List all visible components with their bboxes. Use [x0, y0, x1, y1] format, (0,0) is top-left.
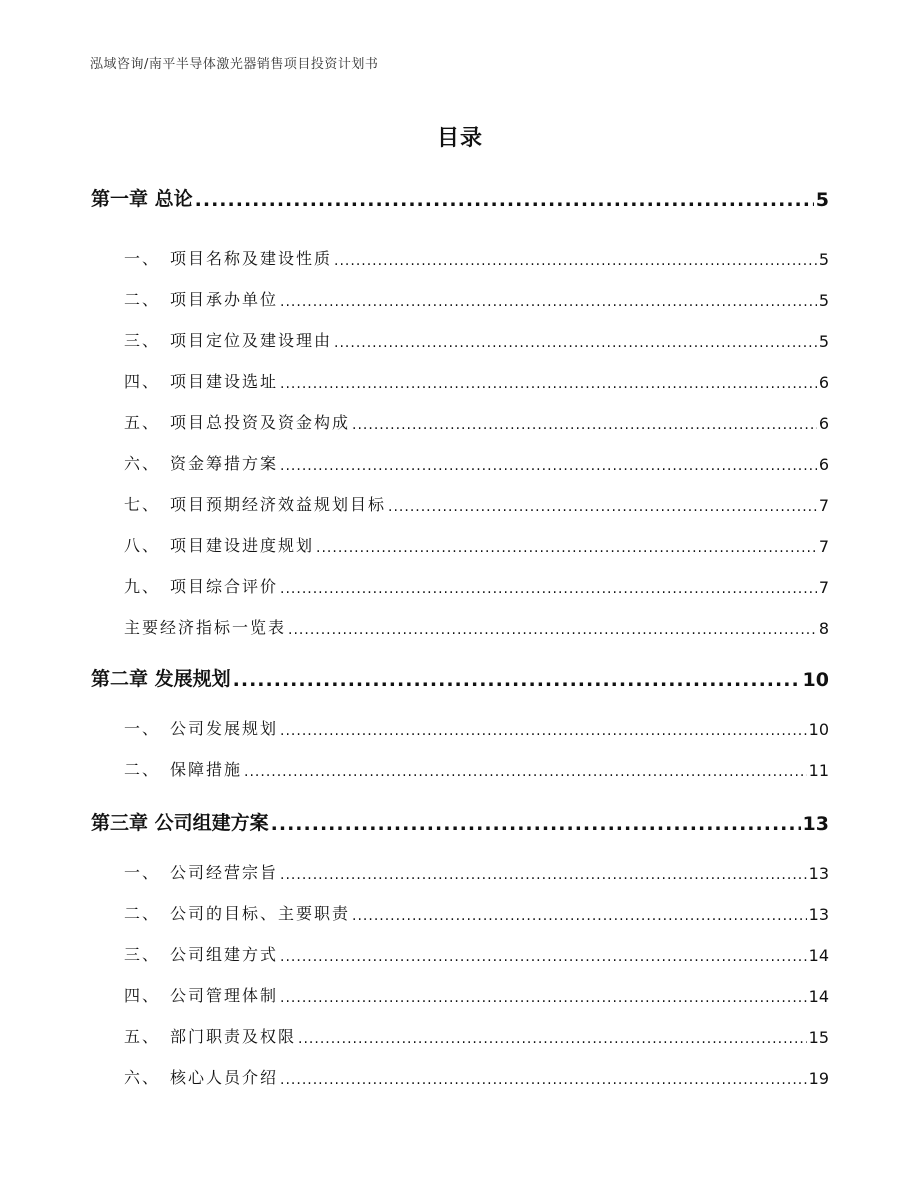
toc-section-entry[interactable]	[124, 369, 829, 392]
toc-section-entry[interactable]	[124, 533, 829, 556]
toc-leader-dots	[352, 417, 817, 433]
toc-leader-dots	[334, 253, 817, 269]
toc-page-number: 5	[818, 250, 829, 269]
toc-title: 目录	[436, 126, 483, 151]
toc-section-entry[interactable]	[124, 983, 829, 1006]
toc-section-entry[interactable]	[124, 492, 829, 515]
toc-leader-dots	[334, 335, 817, 351]
toc-chapter-label: 第三章 公司组建方案	[91, 812, 269, 834]
toc-leader-dots	[280, 376, 817, 392]
toc-section-entry[interactable]	[124, 1065, 829, 1088]
toc-page-number: 7	[818, 578, 829, 597]
toc-leader-dots	[280, 949, 807, 965]
toc-section-entry[interactable]	[124, 757, 829, 780]
toc-section-entry[interactable]	[124, 328, 829, 351]
toc-section-entry[interactable]	[124, 615, 829, 638]
toc-leader-dots	[244, 764, 807, 780]
toc-page-number: 11	[808, 761, 829, 780]
toc-page-number: 5	[818, 332, 829, 351]
toc-page-number: 6	[818, 373, 829, 392]
toc-section-entry[interactable]	[124, 410, 829, 433]
toc-leader-dots	[280, 294, 817, 310]
toc-leader-dots	[280, 581, 817, 597]
toc-leader-dots	[288, 622, 817, 638]
toc-section-label: 四、 公司管理体制	[124, 986, 279, 1005]
toc-section-entry[interactable]	[124, 1024, 829, 1047]
toc-section-entry[interactable]	[124, 287, 829, 310]
toc-section-label: 一、 公司发展规划	[124, 719, 279, 738]
toc-leader-dots	[352, 908, 807, 924]
toc-page-number: 7	[818, 496, 829, 515]
toc-leader-dots	[280, 723, 807, 739]
toc-leader-dots	[280, 867, 807, 883]
toc-page-number: 13	[802, 813, 829, 835]
toc-page-number: 8	[818, 619, 829, 638]
toc-section-entry[interactable]	[124, 451, 829, 474]
toc-leader-dots	[388, 499, 817, 515]
toc-page-number: 7	[818, 537, 829, 556]
toc-section-label: 四、 项目建设选址	[124, 372, 279, 391]
toc-chapter-entry[interactable]	[91, 664, 829, 691]
toc-section-entry[interactable]	[124, 860, 829, 883]
toc-leader-dots	[271, 816, 801, 835]
toc-leader-dots	[280, 1072, 807, 1088]
toc-leader-dots	[233, 672, 801, 691]
toc-section-entry[interactable]	[124, 901, 829, 924]
toc-section-label: 一、 公司经营宗旨	[124, 863, 279, 882]
toc-chapter-entry[interactable]	[91, 184, 829, 211]
toc-section-label: 七、 项目预期经济效益规划目标	[124, 495, 387, 514]
toc-page-number: 5	[818, 291, 829, 310]
toc-section-label: 一、 项目名称及建设性质	[124, 249, 333, 268]
toc-page-number: 6	[818, 455, 829, 474]
toc-section-label: 二、 保障措施	[124, 760, 243, 779]
toc-chapter-label: 第一章 总论	[91, 188, 193, 210]
toc-section-label: 五、 项目总投资及资金构成	[124, 413, 351, 432]
toc-page-number: 14	[808, 987, 829, 1006]
toc-section-label: 九、 项目综合评价	[124, 577, 279, 596]
toc-section-label: 六、 资金筹措方案	[124, 454, 279, 473]
toc-section-label: 三、 公司组建方式	[124, 945, 279, 964]
toc-section-entry[interactable]	[124, 246, 829, 269]
toc-leader-dots	[280, 990, 807, 1006]
toc-section-label: 二、 公司的目标、主要职责	[124, 904, 351, 923]
toc-page-number: 10	[802, 669, 829, 691]
toc-section-entry[interactable]	[124, 574, 829, 597]
toc-page-number: 14	[808, 946, 829, 965]
toc-page-number: 10	[808, 720, 829, 739]
toc-page-number: 13	[808, 905, 829, 924]
toc-leader-dots	[298, 1031, 807, 1047]
running-header: 泓域咨询/南平半导体激光器销售项目投资计划书	[90, 57, 379, 72]
toc-section-label: 六、 核心人员介绍	[124, 1068, 279, 1087]
toc-section-entry[interactable]	[124, 716, 829, 739]
toc-page-number: 13	[808, 864, 829, 883]
toc-section-label: 五、 部门职责及权限	[124, 1027, 297, 1046]
toc-section-label: 三、 项目定位及建设理由	[124, 331, 333, 350]
toc-section-label: 二、 项目承办单位	[124, 290, 279, 309]
toc-leader-dots	[195, 192, 814, 211]
toc-page-number: 19	[808, 1069, 829, 1088]
toc-page-number: 15	[808, 1028, 829, 1047]
toc-section-entry[interactable]	[124, 942, 829, 965]
toc-section-label: 主要经济指标一览表	[124, 618, 287, 637]
toc-chapter-entry[interactable]	[91, 808, 829, 835]
toc-chapter-label: 第二章 发展规划	[91, 668, 231, 690]
toc-leader-dots	[280, 458, 817, 474]
toc-page-number: 5	[815, 189, 829, 211]
toc-leader-dots	[316, 540, 817, 556]
toc-section-label: 八、 项目建设进度规划	[124, 536, 315, 555]
toc-page-number: 6	[818, 414, 829, 433]
